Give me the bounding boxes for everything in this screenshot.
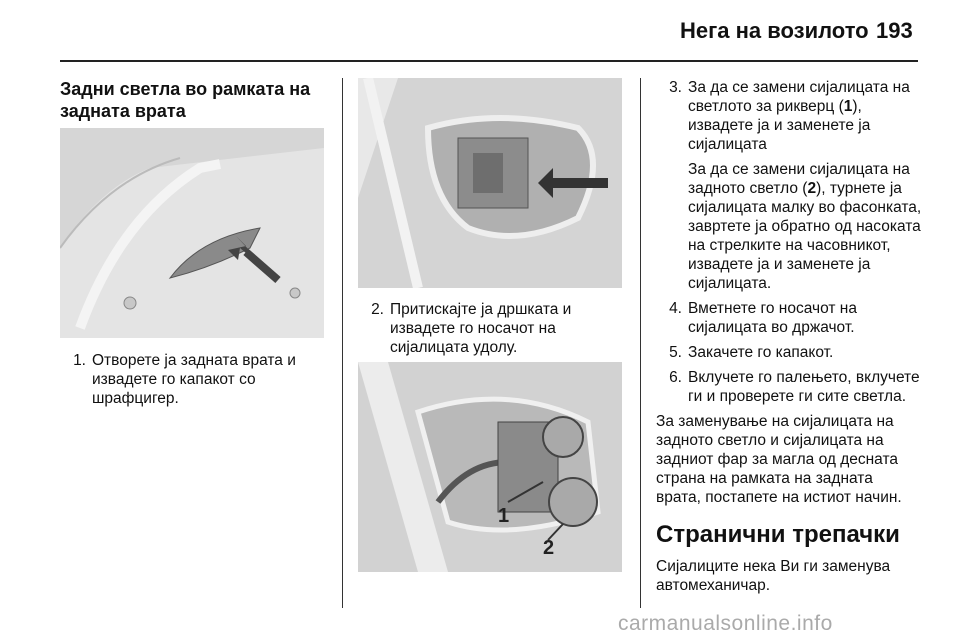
list-item [656,78,922,293]
section-heading-2: Странични трепачки [656,521,900,548]
figure-bulbs-numbered [358,362,622,572]
step-text: Отворете ја задната врата и извадете го капакот со шрафцигер. [92,352,296,407]
figure-label-1: 1 [498,505,510,527]
page-number: 193 [876,18,913,43]
step-number: 1. [73,352,86,369]
step-number: 6. [669,369,682,386]
step-number: 2. [371,301,384,318]
column-divider-2 [640,78,641,608]
step-number: 3. [669,79,682,96]
body-paragraph-2: Сијалиците нека Ви ги заменува автомеханичар. [656,558,891,594]
step-3-paragraph-2: За да се замени сијалицата на задното светло (2), турнете ја сијалицата малку во фасонката, завртете ја обратно од насоката на стрелките на часовникот, извадете ја и заменете ја сијалицата. [688,161,922,292]
step-text: Вметнете го носачот на сијалицата во држачот. [688,300,857,336]
list-item [656,368,922,406]
step-text: Вклучете го палењето, вклучете ги и проверете ги сите светла. [688,369,920,405]
steps-list-1 [60,351,328,408]
step-number: 4. [669,300,682,317]
column-2-steps [358,300,628,357]
list-item [656,343,922,362]
step-text: Притискајте ја дршката и извадете го носачот на сијалицата удолу. [390,301,572,356]
list-item [656,299,922,337]
body-paragraph: За заменување на сијалицата на задното светло и сијалицата на задниот фар за магла од десната страна на рамката на задната врата, постапете на истиот начин. [656,413,902,506]
steps-list-2 [358,300,628,357]
list-item [358,300,628,357]
step-text [688,78,922,293]
figure-label-2: 2 [543,537,555,559]
section-heading: Задни светла во рамката на задната врата [60,79,311,121]
step-number: 5. [669,344,682,361]
figure-bulb-holder-arrow [358,78,622,288]
page-header-title: Нега на возилото [680,18,869,43]
column-divider-1 [342,78,343,608]
steps-list-3 [656,78,922,406]
column-1-steps [60,351,328,408]
figure-tailgate-cover [60,128,324,338]
step-text: Закачете го капакот. [688,344,834,361]
column-1-heading-block [60,78,328,122]
list-item [60,351,328,408]
step-3-paragraph-1: За да се замени сијалицата на светлото за рикверц (1), извадете ја и заменете ја сијалицата [688,79,910,153]
column-3 [656,78,922,595]
header-rule [60,60,918,62]
watermark: carmanualsonline.info [618,612,833,635]
